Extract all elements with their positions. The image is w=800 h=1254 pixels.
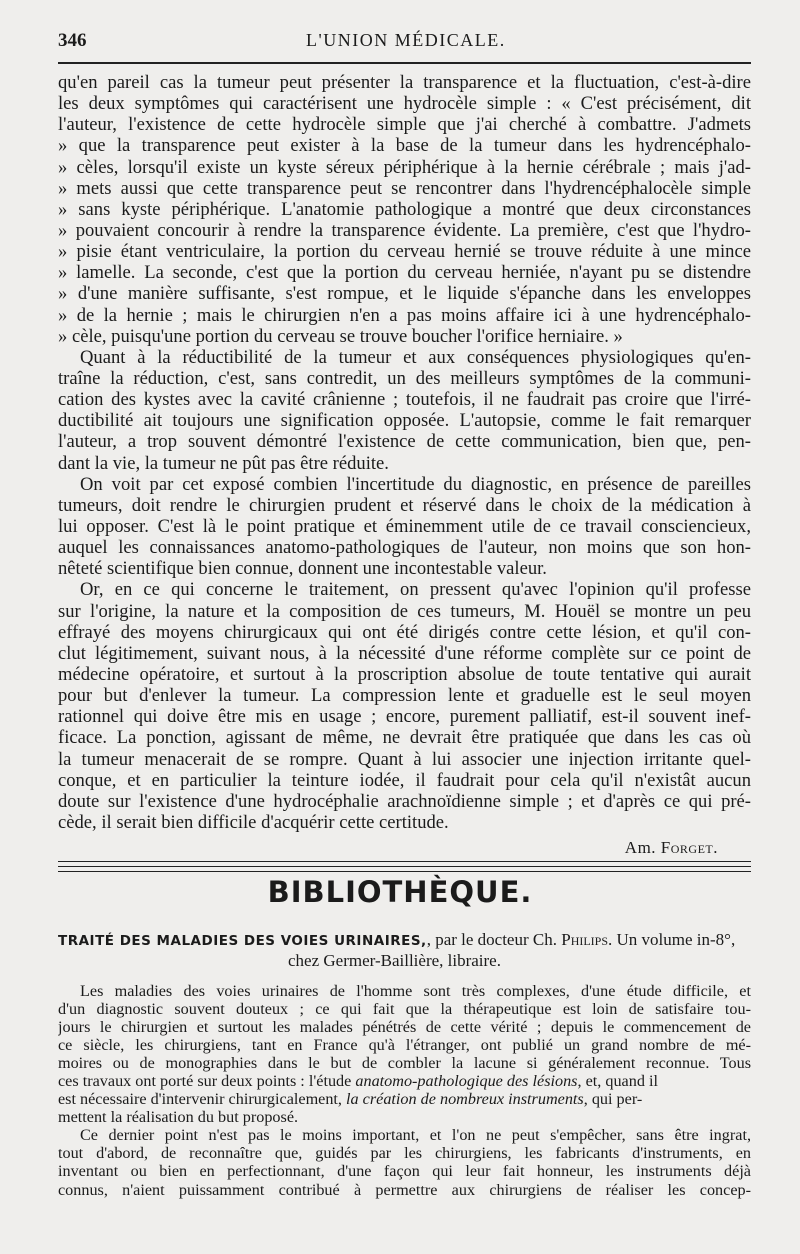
article-body — [58, 72, 751, 833]
text-line: doute sur l'existence d'une hydrocéphalie arachnoïdienne simple ; et d'après ce qui pré- — [58, 790, 751, 812]
text-line: traîne la réduction, c'est, sans contredit, un des meilleurs symptômes de la communi- — [58, 367, 751, 389]
text-line: On voit par cet exposé combien l'incertitude du diagnostic, en présence de pareilles — [80, 473, 751, 495]
text-line: inventant ou bien en perfectionnant, d'une façon qui leur fait honneur, les instruments déjà — [58, 1162, 751, 1181]
text-line: pour but d'enlever la tumeur. La compression lente et graduelle est le seul moyen — [58, 685, 751, 707]
text-line: auquel les connaissances anatomo-pathologiques de l'auteur, non moins que son hon- — [58, 537, 751, 559]
running-head: L'UNION MÉDICALE. — [306, 30, 506, 50]
text-span: est nécessaire d'intervenir chirurgicalement, — [58, 1090, 347, 1109]
text-span: , qui per- — [583, 1090, 643, 1109]
text-line: qu'en pareil cas la tumeur peut présenter la transparence et la fluctuation, c'est-à-dire — [58, 72, 751, 93]
text-line: » lamelle. La seconde, c'est que la portion du cerveau herniée, n'ayant pu se distendre — [58, 262, 751, 284]
text-line: » pisie étant ventriculaire, la portion du cerveau hernié se trouve réduite à une mince — [58, 241, 751, 263]
text-line — [58, 1090, 751, 1108]
text-line: l'auteur, a trop souvent démontré l'existence de cette communication, bien que, pen- — [58, 431, 751, 453]
text-line: » mets aussi que cette transparence peut se rencontrer dans l'hydrencéphalocèle simple — [58, 177, 751, 199]
text-line: ductibilité ait toujours une signification opposée. L'autopsie, comme le fait remarquer — [58, 410, 751, 432]
text-line: » cèle, puisqu'une portion du cerveau se trouve boucher l'orifice herniaire. » — [58, 325, 623, 347]
text-line: Quant à la réductibilité de la tumeur et aux conséquences physiologiques qu'en- — [80, 346, 751, 368]
text-line: » cèles, lorsqu'il existe un kyste séreux périphérique à la hernie cérébrale ; mais j'ad- — [58, 156, 751, 178]
book-details: . Un volume in-8°, — [608, 930, 736, 949]
italic-phrase: anatomo-pathologique des lésions — [355, 1072, 578, 1091]
text-line: tout d'abord, de reconnaître que, guidés par les chirurgiens, les fabricants d'instruments, en — [58, 1144, 751, 1163]
text-line: Or, en ce qui concerne le traitement, on pressent qu'avec l'opinion qu'il professe — [80, 579, 751, 601]
section-title: BIBLIOTHÈQUE. — [267, 875, 533, 909]
text-line: Ce dernier point n'est pas le moins important, et l'on ne peut s'empêcher, sans être ingrat, — [80, 1126, 751, 1145]
text-line: l'auteur, l'existence de cette hydrocèle simple que j'ai cherché à combattre. J'admets — [58, 114, 751, 136]
text-line: dant la vie, la tumeur ne pût pas être réduite. — [58, 452, 389, 474]
text-line: Les maladies des voies urinaires de l'homme sont très complexes, d'une étude difficile, et — [80, 982, 751, 1000]
text-line: rationnel qui doive être mis en usage ; encore, purement palliatif, est-il souvent inef- — [58, 706, 751, 728]
text-line: » d'une manière suffisante, s'est rompue, et le liquide s'épanche dans les enveloppes — [58, 283, 751, 305]
text-line: médecine opératoire, et surtout à la proscription absolue de toute tentative qui aurait — [58, 663, 751, 685]
text-line: » que la transparence peut exister à la base de la tumeur dans les hydrencéphalo- — [58, 135, 751, 157]
text-line: d'un diagnostic souvent douteux ; ce qui fait que la thérapeutique est loin de satisfaire tou- — [58, 1000, 751, 1019]
book-publisher: chez Germer-Baillière, libraire. — [288, 951, 501, 970]
signature-name: Forget. — [660, 838, 718, 857]
text-line: la tumeur menacerait de se rompre. Quant à lui associer une injection irritante quel- — [58, 748, 751, 770]
text-line — [58, 1072, 751, 1090]
text-line: cation des kystes avec la cavité crânienne ; toutefois, il ne faudrait pas croire que l'irré- — [58, 389, 751, 411]
text-line: les deux symptômes qui caractérisent une hydrocèle simple : « C'est précisément, dit — [58, 93, 751, 115]
text-line: moires ou de monographies dans le but de combler la lacune si généralement reconnue. Tous — [58, 1054, 751, 1073]
page-header — [0, 22, 800, 52]
page-number: 346 — [58, 30, 87, 51]
header-rule — [58, 62, 751, 64]
text-line: effrayé des moyens chirurgicaux qui ont été dirigés contre cette lésion, et qu'il con- — [58, 621, 751, 643]
author-signature — [625, 838, 718, 858]
text-line: lui opposer. C'est là le point pratique et éminemment utile de ce travail consciencieux, — [58, 515, 751, 537]
text-line: sur l'origine, la nature et la composition de ces tumeurs, M. Houël se montre un peu — [58, 600, 751, 622]
text-line: ce siècle, les chirurgiens, tant en France qu'à l'étranger, ont publié un grand nombre de mé- — [58, 1036, 751, 1055]
text-line: clut légitimement, suivant nous, à la nécessité d'une réforme complète sur ce point de — [58, 642, 751, 664]
text-line: tumeurs, doit rendre le chirurgien prudent et réservé dans le choix de la médication à — [58, 494, 751, 516]
text-line: » sans kyste périphérique. L'anatomie pathologique a montré que deux circonstances — [58, 198, 751, 220]
section-divider — [58, 871, 751, 872]
text-line: cède, il serait bien difficile d'acquérir cette certitude. — [58, 811, 449, 833]
section-divider — [58, 866, 751, 867]
book-author: Philips — [561, 930, 609, 949]
italic-phrase: la création de nombreux instruments — [346, 1090, 584, 1109]
book-by: , par le docteur Ch. — [426, 930, 562, 949]
text-line: ficace. La ponction, agissant de même, ne devrait être pratiquée que dans les cas où — [58, 727, 751, 749]
text-line: conque, et en particulier la teinture iodée, il faudrait pour cela qu'il n'existât aucun — [58, 769, 751, 791]
text-line: » de la hernie ; mais le chirurgien n'en a pas moins affaire ici à une hydrencéphalo- — [58, 304, 751, 326]
text-line: connus, n'aient puissamment contribué à permettre aux chirurgiens de réaliser les concep- — [58, 1180, 751, 1199]
text-line: jours le chirurgien et surtout les malades pénétrés de cette vérité ; depuis le commencement de — [58, 1018, 751, 1037]
text-line: mettent la réalisation du but proposé. — [58, 1108, 299, 1127]
review-body — [58, 982, 751, 1199]
book-title: TRAITÉ DES MALADIES DES VOIES URINAIRES, — [58, 933, 427, 949]
section-divider — [58, 861, 751, 862]
text-span: , et, quand il — [577, 1072, 658, 1091]
text-line: nêteté scientifique bien connue, donnent une incontestable valeur. — [58, 558, 547, 580]
text-line: » pouvaient concourir à rendre la transparence évidente. La première, c'est que l'hydro- — [58, 219, 751, 241]
text-span: ces travaux ont porté sur deux points : l'étude — [58, 1072, 356, 1091]
book-reference — [58, 930, 751, 971]
signature-initials: Am. — [624, 838, 657, 857]
